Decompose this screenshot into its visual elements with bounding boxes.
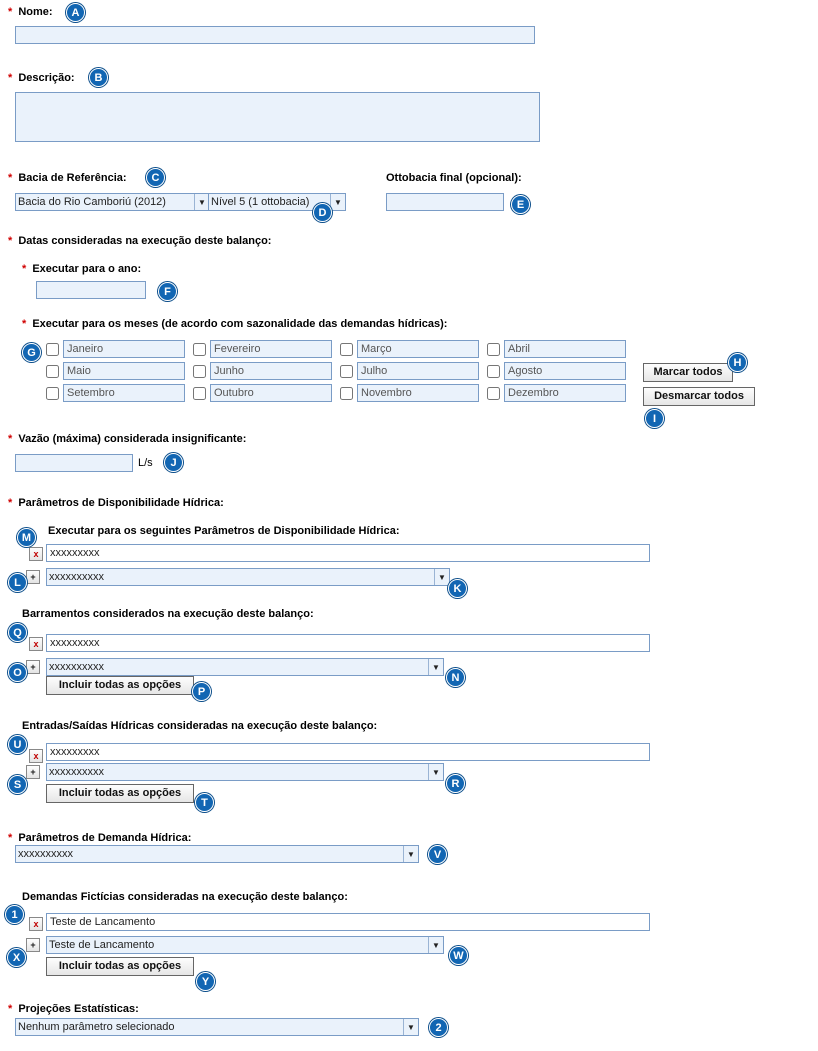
input-month[interactable] <box>357 340 479 358</box>
add-row-button[interactable]: + <box>26 938 40 952</box>
marker-r: R <box>446 774 465 793</box>
section-param-disp <box>8 497 224 509</box>
select-param-disp[interactable] <box>46 568 450 586</box>
marker-c: C <box>146 168 165 187</box>
month-cell <box>46 384 185 402</box>
marker-n: N <box>446 668 465 687</box>
label-vazao-unit: L/s <box>138 457 153 469</box>
checkbox-month[interactable] <box>487 343 500 356</box>
field-ottobacia-label <box>386 172 522 184</box>
marker-v: V <box>428 845 447 864</box>
month-cell <box>487 362 626 380</box>
input-month[interactable] <box>357 362 479 380</box>
input-month[interactable] <box>63 362 185 380</box>
input-month[interactable] <box>63 340 185 358</box>
select-param-demanda-wrap <box>15 845 419 863</box>
checkbox-month[interactable] <box>340 365 353 378</box>
incluir-todas-demandas-ficticias-button[interactable]: Incluir todas as opções <box>46 957 194 976</box>
month-cell <box>193 384 332 402</box>
required-asterisk-nome: * <box>8 6 13 18</box>
select-param-demanda[interactable] <box>15 845 419 863</box>
incluir-todas-barramentos-button[interactable]: Incluir todas as opções <box>46 676 194 695</box>
chevron-down-icon: ▼ <box>330 194 345 210</box>
input-month[interactable] <box>357 384 479 402</box>
required-asterisk-meses: * <box>22 318 27 330</box>
month-cell <box>340 362 479 380</box>
month-cell <box>193 362 332 380</box>
marker-o: O <box>8 663 27 682</box>
field-bacia-label <box>8 172 127 184</box>
marker-e: E <box>511 195 530 214</box>
marker-b: B <box>89 68 108 87</box>
label-entradas-saidas: Entradas/Saídas Hídricas consideradas na execução deste balanço: <box>22 720 378 732</box>
label-ano: Executar para o ano: <box>32 263 142 275</box>
marker-d: D <box>313 203 332 222</box>
select-demandas-ficticias-wrap <box>46 936 444 954</box>
marker-t: T <box>195 793 214 812</box>
checkbox-month[interactable] <box>193 343 206 356</box>
desmarcar-todos-button[interactable]: Desmarcar todos <box>643 387 755 406</box>
select-barramentos-wrap <box>46 658 444 676</box>
input-param-disp-row[interactable] <box>46 544 650 562</box>
marcar-todos-button[interactable]: Marcar todos <box>643 363 733 382</box>
checkbox-month[interactable] <box>46 343 59 356</box>
input-entradas-saidas-row[interactable] <box>46 743 650 761</box>
input-month[interactable] <box>504 340 626 358</box>
marker-l: L <box>8 573 27 592</box>
input-vazao[interactable] <box>15 454 133 472</box>
required-asterisk-datas: * <box>8 235 13 247</box>
month-cell <box>46 362 185 380</box>
section-barramentos <box>22 608 314 620</box>
label-param-disp-sub: Executar para os seguintes Parâmetros de Disponibilidade Hídrica: <box>48 525 400 537</box>
input-demandas-ficticias-row[interactable] <box>46 913 650 931</box>
input-month[interactable] <box>210 384 332 402</box>
remove-row-button[interactable]: x <box>29 547 43 561</box>
months-row <box>46 340 626 358</box>
required-asterisk-projecoes: * <box>8 1003 13 1015</box>
input-month[interactable] <box>504 362 626 380</box>
remove-row-button[interactable]: x <box>29 749 43 763</box>
chevron-down-icon: ▼ <box>194 194 209 210</box>
month-cell <box>340 384 479 402</box>
chevron-down-icon: ▼ <box>428 659 443 675</box>
checkbox-month[interactable] <box>340 387 353 400</box>
field-vazao-label <box>8 433 246 445</box>
month-cell <box>193 340 332 358</box>
label-nome: Nome: <box>18 6 53 18</box>
input-ottobacia[interactable] <box>386 193 504 211</box>
input-month[interactable] <box>504 384 626 402</box>
label-ottobacia: Ottobacia final (opcional): <box>386 172 522 184</box>
label-barramentos: Barramentos considerados na execução deste balanço: <box>22 608 314 620</box>
add-row-button[interactable]: + <box>26 765 40 779</box>
label-datas: Datas consideradas na execução deste balanço: <box>18 235 272 247</box>
chevron-down-icon: ▼ <box>428 937 443 953</box>
add-row-button[interactable]: + <box>26 570 40 584</box>
input-nome[interactable] <box>15 26 535 44</box>
section-demandas-ficticias <box>22 891 348 903</box>
checkbox-month[interactable] <box>193 387 206 400</box>
chevron-down-icon: ▼ <box>403 846 418 862</box>
remove-row-button[interactable]: x <box>29 917 43 931</box>
chevron-down-icon: ▼ <box>403 1019 418 1035</box>
marker-i: I <box>645 409 664 428</box>
select-param-disp-wrap <box>46 568 450 586</box>
section-datas <box>8 235 271 247</box>
checkbox-month[interactable] <box>487 387 500 400</box>
label-projecoes: Projeções Estatísticas: <box>18 1003 139 1015</box>
label-meses: Executar para os meses (de acordo com sazonalidade das demandas hídricas): <box>32 318 448 330</box>
months-grid <box>38 336 634 406</box>
marker-p: P <box>192 682 211 701</box>
field-descricao <box>8 72 75 84</box>
chevron-down-icon: ▼ <box>428 764 443 780</box>
field-meses-label <box>22 318 447 330</box>
checkbox-month[interactable] <box>340 343 353 356</box>
section-param-demanda <box>8 832 191 844</box>
input-month[interactable] <box>210 362 332 380</box>
label-param-demanda: Parâmetros de Demanda Hídrica: <box>18 832 192 844</box>
select-bacia[interactable] <box>15 193 210 211</box>
field-ano-label <box>22 263 141 275</box>
incluir-todas-entradas-saidas-button[interactable]: Incluir todas as opções <box>46 784 194 803</box>
input-barramentos-row[interactable] <box>46 634 650 652</box>
select-bacia-wrap <box>15 193 210 211</box>
required-asterisk-ano: * <box>22 263 27 275</box>
marker-m: M <box>17 528 36 547</box>
label-bacia: Bacia de Referência: <box>18 172 127 184</box>
required-asterisk-param-demanda: * <box>8 832 13 844</box>
marker-h: H <box>728 353 747 372</box>
month-cell <box>340 340 479 358</box>
label-vazao: Vazão (máxima) considerada insignificante: <box>18 433 247 445</box>
select-entradas-saidas[interactable] <box>46 763 444 781</box>
select-barramentos[interactable] <box>46 658 444 676</box>
chevron-down-icon: ▼ <box>434 569 449 585</box>
input-descricao[interactable] <box>15 92 540 142</box>
remove-row-button[interactable]: x <box>29 637 43 651</box>
sublabel-param-disp-wrap <box>48 525 400 537</box>
checkbox-month[interactable] <box>193 365 206 378</box>
checkbox-month[interactable] <box>487 365 500 378</box>
required-asterisk-param-disp: * <box>8 497 13 509</box>
select-projecoes[interactable] <box>15 1018 419 1036</box>
marker-u: U <box>8 735 27 754</box>
marker-x: X <box>7 948 26 967</box>
checkbox-month[interactable] <box>46 365 59 378</box>
label-demandas-ficticias: Demandas Fictícias consideradas na execução deste balanço: <box>22 891 348 903</box>
month-cell <box>487 340 626 358</box>
months-row <box>46 362 626 380</box>
marker-2: 2 <box>429 1018 448 1037</box>
input-ano[interactable] <box>36 281 146 299</box>
marker-a: A <box>66 3 85 22</box>
section-projecoes <box>8 1003 139 1015</box>
marker-j: J <box>164 453 183 472</box>
section-entradas-saidas <box>22 720 377 732</box>
marker-k: K <box>448 579 467 598</box>
marker-1: 1 <box>5 905 24 924</box>
month-cell <box>487 384 626 402</box>
input-month[interactable] <box>210 340 332 358</box>
marker-s: S <box>8 775 27 794</box>
select-entradas-saidas-wrap <box>46 763 444 781</box>
select-demandas-ficticias[interactable] <box>46 936 444 954</box>
select-projecoes-wrap <box>15 1018 419 1036</box>
months-row <box>46 384 626 402</box>
marker-q: Q <box>8 623 27 642</box>
required-asterisk-descricao: * <box>8 72 13 84</box>
month-cell <box>46 340 185 358</box>
label-descricao: Descrição: <box>18 72 75 84</box>
marker-f: F <box>158 282 177 301</box>
marker-w: W <box>449 946 468 965</box>
input-month[interactable] <box>63 384 185 402</box>
marker-y: Y <box>196 972 215 991</box>
label-param-disp: Parâmetros de Disponibilidade Hídrica: <box>18 497 224 509</box>
marker-g: G <box>22 343 41 362</box>
required-asterisk-vazao: * <box>8 433 13 445</box>
checkbox-month[interactable] <box>46 387 59 400</box>
required-asterisk-bacia: * <box>8 172 13 184</box>
add-row-button[interactable]: + <box>26 660 40 674</box>
field-nome <box>8 6 53 18</box>
